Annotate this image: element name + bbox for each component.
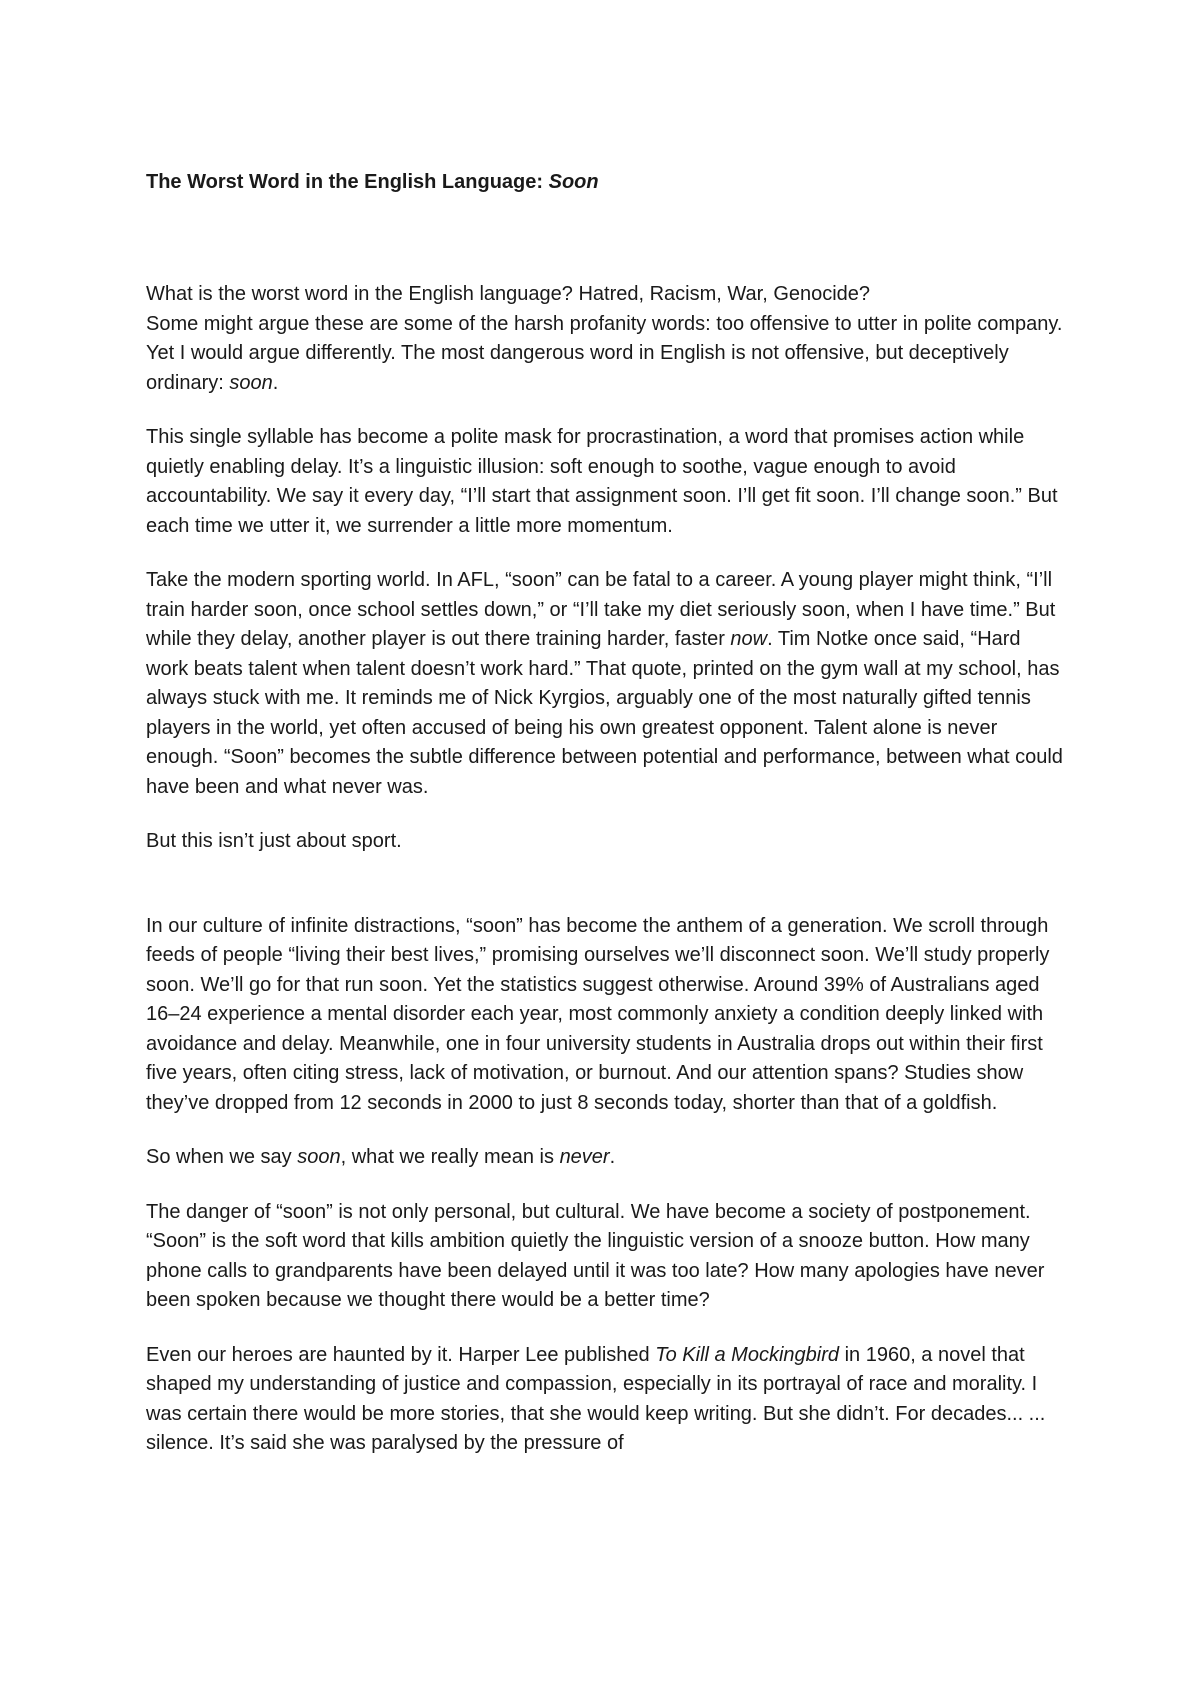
- text-run: Some might argue these are some of the harsh profanity words: too offensive to utter in polite company. Yet I would argue differently. The most dangerous word in English is not offensive, but deceptively ordinary:: [146, 312, 1063, 394]
- text-run: This single syllable has become a polite mask for procrastination, a word that promises action while quietly enabling delay. It’s a linguistic illusion: soft enough to soothe, vague enough to avoid accountability. We say it every day, “I’ll start that assignment soon. I’ll get fit soon. I’ll change soon.” But each time we utter it, we surrender a little more momentum.: [146, 426, 1058, 537]
- paragraph-not-just-sport: [146, 827, 1066, 857]
- text-run: What is the worst word in the English language? Hatred, Racism, War, Genocide?: [146, 283, 871, 305]
- text-run: Even our heroes are haunted by it. Harper Lee published: [146, 1343, 656, 1366]
- paragraph-heroes: [146, 1341, 1066, 1459]
- title-emphasis-text: Soon: [548, 171, 599, 193]
- emphasis-text: soon: [229, 371, 273, 394]
- text-run: In our culture of infinite distractions, “soon” has become the anthem of a generation. We scroll through feeds of people “living their best lives,” promising ourselves we’ll disconnect soon. We’ll study properly soon. We’ll go for that run soon. Yet the statistics suggest otherwise. Around 39% of Australians aged 16–24 experience a mental disorder each year, most commonly anxiety a condition deeply linked with avoidance and delay. Meanwhile, one in four university students in Australia drops out within their first five years, often citing stress, lack of motivation, or burnout. And our attention spans? Studies show they’ve dropped from 12 seconds in 2000 to just 8 seconds today, shorter than that of a goldfish.: [146, 914, 1050, 1114]
- emphasis-text: To Kill a Mockingbird: [655, 1343, 840, 1366]
- paragraph-culture: [146, 912, 1066, 1119]
- text-run: So when we say: [146, 1146, 298, 1168]
- paragraph-sport: [146, 566, 1066, 802]
- text-run: .: [609, 1146, 616, 1168]
- text-run: , what we really mean is: [340, 1146, 560, 1168]
- text-run: .: [272, 371, 279, 394]
- text-run: The danger of “soon” is not only personal, but cultural. We have become a society of postponement. “Soon” is the soft word that kills ambition quietly the linguistic version of a snooze button. How many phone calls to grandparents have been delayed until it was too late? How many apologies have never been spoken because we thought there would be a better time?: [146, 1200, 1045, 1311]
- text-run: Take the modern sporting world. In AFL, “soon” can be fatal to a career. A young player might think, “I’ll train harder soon, once school settles down,” or “I’ll take my diet seriously soon, when I have time.” But while they delay, another player is out there training harder, faster: [146, 569, 1056, 650]
- text-run: . Tim Notke once said, “Hard work beats talent when talent doesn’t work hard.” That quote, printed on the gym wall at my school, has always stuck with me. It reminds me of Nick Kyrgios, arguably one of the most naturally gifted tennis players in the world, yet often accused of being his own greatest opponent. Talent alone is never enough. “Soon” becomes the subtle difference between potential and performance, between what could have been and what never was.: [146, 628, 1063, 798]
- title-main-text: The Worst Word in the English Language:: [146, 171, 549, 193]
- emphasis-text: soon: [297, 1146, 341, 1168]
- document-body: [146, 168, 1066, 1484]
- paragraph-soon-never: [146, 1143, 1066, 1173]
- emphasis-text: never: [559, 1146, 610, 1168]
- text-run: in 1960, a novel that shaped my understanding of justice and compassion, especially in its portrayal of race and morality. I was certain there would be more stories, that she would keep writing. But she didn’t. For decades... ... silence. It’s said she was paralysed by the pressure of: [146, 1343, 1046, 1454]
- paragraph-syllable: [146, 423, 1066, 541]
- paragraph-danger: [146, 1198, 1066, 1316]
- emphasis-text: now: [730, 628, 768, 650]
- text-run: But this isn’t just about sport.: [146, 830, 402, 852]
- paragraph-intro: [146, 280, 1066, 398]
- document-title: [146, 168, 1066, 196]
